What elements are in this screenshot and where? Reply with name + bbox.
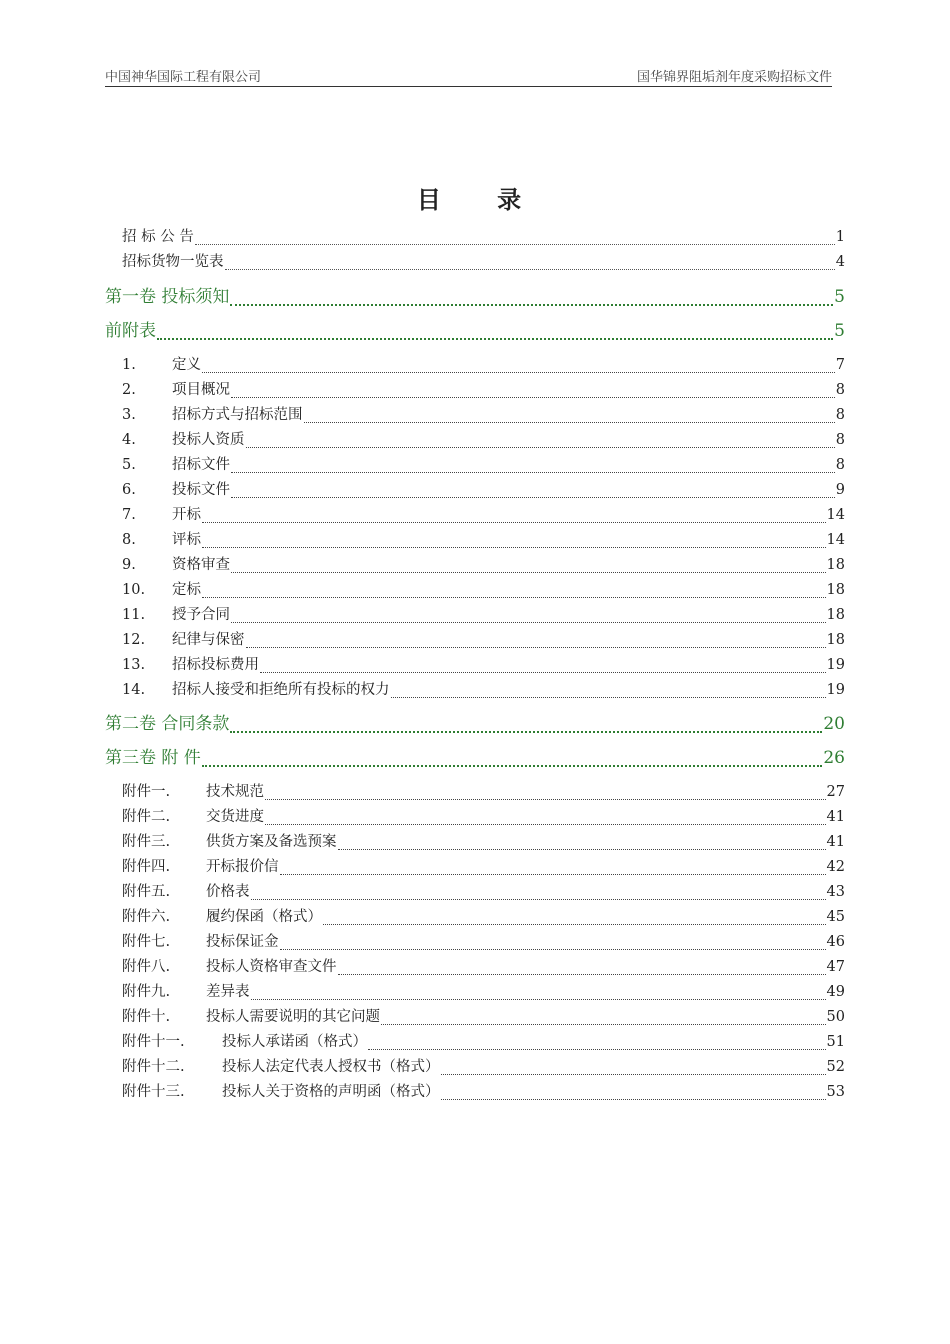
toc-entry-label: 定标 (172, 582, 201, 598)
toc-entry-volume-1[interactable] (105, 282, 845, 312)
toc-entry-label: 招标货物一览表 (122, 254, 224, 270)
toc-entry-number: 11. (122, 607, 146, 623)
toc-entry-section[interactable] (122, 603, 845, 627)
toc-entry-page: 41 (826, 834, 845, 850)
toc-entry-page: 5 (834, 287, 845, 307)
toc-entry-section[interactable] (122, 578, 845, 602)
dot-leader (280, 948, 826, 950)
dot-leader (202, 371, 835, 373)
toc-entry-page: 41 (826, 809, 845, 825)
toc-entry-label: 供货方案及备选预案 (206, 834, 337, 850)
dot-leader (251, 898, 826, 900)
toc-entry-label: 资格审查 (172, 557, 230, 573)
toc-entry-number: 附件三. (122, 834, 171, 850)
toc-entry-page: 49 (826, 984, 845, 1000)
toc-entry-section[interactable] (122, 553, 845, 577)
toc-entry-number: 9. (122, 557, 136, 573)
toc-entry-number: 附件十一. (122, 1034, 185, 1050)
toc-entry-number: 附件十二. (122, 1059, 185, 1075)
dot-leader (231, 396, 835, 398)
toc-entry-label: 履约保函（格式） (206, 909, 322, 925)
dot-leader (280, 873, 826, 875)
dot-leader (246, 646, 826, 648)
toc-entry-label: 第三卷 附 件 (105, 748, 201, 768)
toc-entry-goods-list[interactable] (122, 250, 845, 274)
toc-entry-number: 附件五. (122, 884, 171, 900)
dot-leader (231, 471, 835, 473)
toc-entry-number: 附件四. (122, 859, 171, 875)
toc-entry-label: 招标方式与招标范围 (172, 407, 303, 423)
toc-entry-page: 4 (835, 254, 845, 270)
toc-entry-label: 招标文件 (172, 457, 230, 473)
toc-entry-attachment[interactable] (122, 1055, 845, 1079)
toc-entry-section[interactable] (122, 428, 845, 452)
dot-leader (323, 923, 826, 925)
toc-entry-label: 评标 (172, 532, 201, 548)
toc-entry-label: 差异表 (206, 984, 250, 1000)
dot-leader (441, 1098, 826, 1100)
toc-entry-label: 授予合同 (172, 607, 230, 623)
toc-entry-number: 附件九. (122, 984, 171, 1000)
toc-entry-attachment[interactable] (122, 905, 845, 929)
toc-entry-attachment[interactable] (122, 955, 845, 979)
toc-entry-number: 附件二. (122, 809, 171, 825)
toc-entry-page: 19 (826, 657, 845, 673)
toc-entry-label: 前附表 (105, 321, 156, 341)
toc-entry-section[interactable] (122, 503, 845, 527)
toc-entry-number: 3. (122, 407, 136, 423)
toc-entry-section[interactable] (122, 453, 845, 477)
toc-entry-page: 50 (826, 1009, 845, 1025)
dot-leader (202, 596, 826, 598)
toc-entry-page: 7 (835, 357, 845, 373)
toc-title: 目 录 (416, 186, 546, 214)
toc-entry-page: 46 (826, 934, 845, 950)
toc-entry-page: 1 (835, 229, 845, 245)
toc-entry-label: 第二卷 合同条款 (105, 714, 230, 734)
dot-leader (381, 1023, 826, 1025)
dot-leader (202, 546, 826, 548)
toc-entry-attachment[interactable] (122, 780, 845, 804)
toc-entry-label: 投标人资质 (172, 432, 245, 448)
dot-leader (338, 973, 826, 975)
toc-entry-page: 43 (826, 884, 845, 900)
dot-leader (231, 496, 835, 498)
toc-entry-page: 47 (826, 959, 845, 975)
toc-entry-label: 投标人关于资格的声明函（格式） (222, 1084, 440, 1100)
toc-entry-section[interactable] (122, 528, 845, 552)
dot-leader (231, 621, 826, 623)
toc-entry-number: 6. (122, 482, 136, 498)
toc-entry-announcement[interactable] (122, 225, 845, 249)
page-header (105, 70, 832, 87)
toc-entry-label: 开标 (172, 507, 201, 523)
toc-entry-page: 53 (826, 1084, 845, 1100)
toc-entry-attachment[interactable] (122, 1030, 845, 1054)
dot-leader (202, 764, 823, 767)
toc-entry-label: 投标保证金 (206, 934, 279, 950)
toc-entry-page: 8 (835, 382, 845, 398)
dot-leader (157, 337, 833, 340)
toc-entry-label: 投标人承诺函（格式） (222, 1034, 367, 1050)
toc-entry-number: 附件七. (122, 934, 171, 950)
dot-leader (202, 521, 826, 523)
toc-entry-label: 投标文件 (172, 482, 230, 498)
toc-entry-label: 项目概况 (172, 382, 230, 398)
toc-entry-attachment[interactable] (122, 930, 845, 954)
toc-entry-label: 招 标 公 告 (122, 229, 194, 245)
toc-entry-attachment[interactable] (122, 1080, 845, 1104)
toc-entry-volume-2[interactable] (105, 709, 845, 739)
toc-entry-attachment[interactable] (122, 805, 845, 829)
dot-leader (195, 243, 835, 245)
dot-leader (230, 303, 833, 306)
toc-entry-page: 52 (826, 1059, 845, 1075)
toc-entry-label: 第一卷 投标须知 (105, 287, 230, 307)
toc-entry-section[interactable] (122, 478, 845, 502)
toc-entry-label: 技术规范 (206, 784, 264, 800)
header-document-title: 国华锦界阻垢剂年度采购招标文件 (636, 70, 832, 85)
toc-entry-number: 附件八. (122, 959, 171, 975)
toc-entry-page: 14 (826, 507, 845, 523)
toc-entry-page: 51 (826, 1034, 845, 1050)
toc-entry-attachment[interactable] (122, 830, 845, 854)
dot-leader (260, 671, 826, 673)
dot-leader (338, 848, 826, 850)
dot-leader (251, 998, 826, 1000)
toc-entry-page: 18 (826, 632, 845, 648)
toc-entry-attachment[interactable] (122, 880, 845, 904)
toc-entry-number: 12. (122, 632, 146, 648)
toc-entry-label: 交货进度 (206, 809, 264, 825)
toc-entry-section[interactable] (122, 353, 845, 377)
toc-entry-section[interactable] (122, 378, 845, 402)
dot-leader (265, 823, 826, 825)
toc-entry-page: 19 (826, 682, 845, 698)
toc-entry-section[interactable] (122, 628, 845, 652)
dot-leader (246, 446, 835, 448)
toc-entry-number: 4. (122, 432, 136, 448)
toc-entry-label: 定义 (172, 357, 201, 373)
toc-entry-attachment[interactable] (122, 855, 845, 879)
header-company: 中国神华国际工程有限公司 (105, 70, 262, 85)
toc-entry-number: 附件十. (122, 1009, 171, 1025)
toc-entry-page: 14 (826, 532, 845, 548)
dot-leader (230, 730, 822, 733)
toc-entry-page: 9 (835, 482, 845, 498)
toc-entry-section[interactable] (122, 678, 845, 702)
toc-entry-number: 8. (122, 532, 136, 548)
dot-leader (265, 798, 826, 800)
toc-entry-page: 5 (834, 321, 845, 341)
toc-entry-page: 26 (823, 748, 845, 768)
toc-entry-page: 20 (823, 714, 845, 734)
toc-entry-page: 18 (826, 557, 845, 573)
toc-entry-number: 附件一. (122, 784, 171, 800)
toc-entry-label: 投标人法定代表人授权书（格式） (222, 1059, 440, 1075)
toc-entry-label: 纪律与保密 (172, 632, 245, 648)
toc-entry-number: 14. (122, 682, 146, 698)
dot-leader (231, 571, 826, 573)
toc-entry-number: 附件六. (122, 909, 171, 925)
toc-entry-page: 18 (826, 582, 845, 598)
dot-leader (391, 696, 826, 698)
dot-leader (304, 421, 835, 423)
toc-entry-preface-table[interactable] (105, 316, 845, 346)
toc-entry-volume-3[interactable] (105, 743, 845, 773)
toc-entry-number: 7. (122, 507, 136, 523)
toc-entry-label: 招标人接受和拒绝所有投标的权力 (172, 682, 390, 698)
dot-leader (368, 1048, 826, 1050)
toc-entry-label: 招标投标费用 (172, 657, 259, 673)
toc-entry-page: 27 (826, 784, 845, 800)
toc-entry-number: 附件十三. (122, 1084, 185, 1100)
toc-entry-page: 8 (835, 407, 845, 423)
toc-entry-number: 13. (122, 657, 146, 673)
toc-entry-number: 1. (122, 357, 136, 373)
toc-entry-section[interactable] (122, 403, 845, 427)
toc-entry-attachment[interactable] (122, 1005, 845, 1029)
toc-entry-label: 投标人需要说明的其它问题 (206, 1009, 380, 1025)
toc-entry-page: 42 (826, 859, 845, 875)
toc-entry-section[interactable] (122, 653, 845, 677)
toc-entry-number: 2. (122, 382, 136, 398)
toc-entry-page: 18 (826, 607, 845, 623)
toc-entry-label: 开标报价信 (206, 859, 279, 875)
toc-entry-page: 8 (835, 432, 845, 448)
toc-entry-number: 10. (122, 582, 146, 598)
toc-entry-label: 投标人资格审查文件 (206, 959, 337, 975)
toc-entry-attachment[interactable] (122, 980, 845, 1004)
toc-entry-label: 价格表 (206, 884, 250, 900)
toc-entry-number: 5. (122, 457, 136, 473)
toc-entry-page: 8 (835, 457, 845, 473)
dot-leader (225, 268, 835, 270)
toc-entry-page: 45 (826, 909, 845, 925)
dot-leader (441, 1073, 826, 1075)
